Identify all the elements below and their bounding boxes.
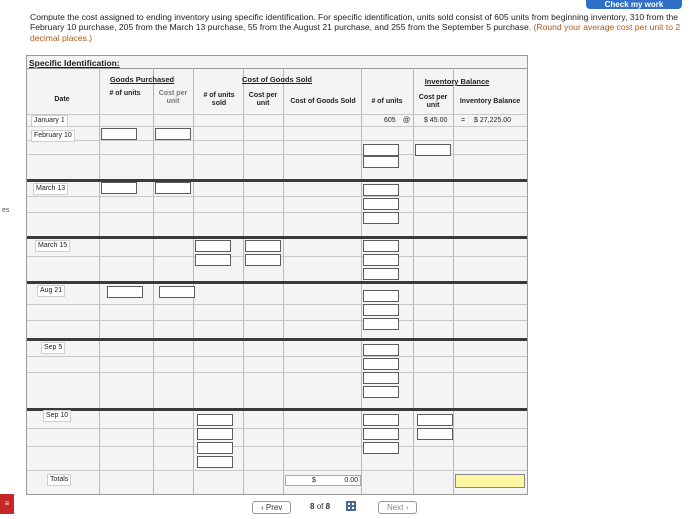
totals-inventory-balance — [455, 474, 525, 488]
specific-identification-sheet — [26, 55, 528, 495]
aug21-units-purchased-input[interactable] — [107, 286, 143, 298]
sep10-inv-units-input-3[interactable] — [363, 442, 399, 454]
feb10-inv-units-input-2[interactable] — [363, 156, 399, 168]
col-cost-per-unit-purchased: Cost per unit — [158, 90, 188, 105]
pagination-footer — [240, 497, 480, 517]
sep10-inv-cost-input[interactable] — [417, 414, 453, 426]
feb10-inv-cost-input[interactable] — [415, 144, 451, 156]
jan1-units: 605 — [384, 117, 396, 124]
row-line — [27, 140, 527, 141]
total-pages: 8 — [325, 502, 331, 511]
row-line — [27, 154, 527, 155]
col-cost-of-goods-sold: Cost of Goods Sold — [290, 98, 356, 105]
row-line — [27, 126, 527, 127]
mar13-units-purchased-input[interactable] — [101, 182, 137, 194]
row-line — [27, 114, 527, 115]
instructions-text: Compute the cost assigned to ending inventory using specific identification. For specific identification, units sold consist of 605 units from beginning inventory, 310 from the February 10 purchase, 205 from the March 13 purchase, 55 from the August 21 purchase, and 255 from the September 5 purchase. — [30, 12, 679, 33]
aug21-inv-units-input-3[interactable] — [363, 318, 399, 330]
left-edge-label: es — [2, 207, 10, 214]
chevron-right-icon: › — [405, 503, 409, 512]
chevron-left-icon: ‹ — [261, 503, 264, 512]
row-label-feb10: February 10 — [31, 130, 75, 142]
row-label-sep5: Sep 5 — [41, 342, 65, 354]
col-cost-per-unit-inventory: Cost per unit — [418, 94, 448, 109]
totals-cogs-value: 0.00 — [344, 477, 358, 484]
group-goods-purchased: Goods Purchased — [109, 75, 175, 84]
current-page: 8 — [310, 502, 315, 511]
col-units-purchased: # of units — [109, 90, 141, 97]
left-red-tab[interactable]: ≡ — [0, 494, 14, 514]
group-separator — [27, 281, 527, 284]
totals-dollar-sign: $ — [312, 477, 316, 484]
group-separator — [27, 338, 527, 341]
group-cost-of-goods-sold: Cost of Goods Sold — [242, 75, 312, 84]
mar13-inv-units-input-3[interactable] — [363, 212, 399, 224]
col-units-inventory: # of units — [371, 98, 403, 105]
aug21-inv-units-input[interactable] — [363, 290, 399, 302]
row-label-totals: Totals — [47, 474, 71, 486]
prev-button[interactable] — [252, 501, 291, 514]
mar15-units-sold-input[interactable] — [195, 240, 231, 252]
sheet-title: Specific Identification: — [29, 58, 120, 68]
row-line — [27, 356, 527, 357]
group-separator — [27, 408, 527, 411]
col-date: Date — [54, 96, 70, 103]
mar13-inv-units-input-2[interactable] — [363, 198, 399, 210]
mar15-inv-units-input-2[interactable] — [363, 254, 399, 266]
jan1-equals: = — [461, 117, 466, 124]
sep10-inv-units-input-2[interactable] — [363, 428, 399, 440]
mar15-cost-sold-input-2[interactable] — [245, 254, 281, 266]
aug21-cost-purchased-input[interactable] — [159, 286, 195, 298]
row-line — [27, 304, 527, 305]
row-line — [27, 196, 527, 197]
next-button[interactable] — [378, 501, 417, 514]
prev-label: Prev — [265, 503, 283, 512]
sep5-inv-units-input[interactable] — [363, 344, 399, 356]
grid-icon[interactable] — [346, 501, 356, 511]
sep10-units-sold-input-4[interactable] — [197, 456, 233, 468]
row-line — [27, 446, 527, 447]
feb10-inv-units-input[interactable] — [363, 144, 399, 156]
row-label-mar15: March 15 — [35, 240, 70, 252]
row-label-jan1: January 1 — [31, 115, 68, 127]
totals-cogs-box — [285, 475, 361, 486]
sep10-inv-cost-input-2[interactable] — [417, 428, 453, 440]
instructions — [30, 12, 690, 43]
mar13-inv-units-input[interactable] — [363, 184, 399, 196]
row-line — [27, 372, 527, 373]
mar15-units-sold-input-2[interactable] — [195, 254, 231, 266]
sep5-inv-units-input-2[interactable] — [363, 358, 399, 370]
feb10-cost-purchased-input[interactable] — [155, 128, 191, 140]
sep10-inv-units-input[interactable] — [363, 414, 399, 426]
row-label-sep10: Sep 10 — [43, 410, 71, 422]
sep10-units-sold-input-2[interactable] — [197, 428, 233, 440]
next-label: Next — [387, 503, 404, 512]
mar15-inv-units-input-3[interactable] — [363, 268, 399, 280]
page-of: of — [316, 502, 324, 511]
col-inventory-balance: Inventory Balance — [459, 98, 521, 105]
row-line — [27, 470, 527, 471]
mar13-cost-purchased-input[interactable] — [155, 182, 191, 194]
aug21-inv-units-input-2[interactable] — [363, 304, 399, 316]
col-units-sold: # of units sold — [203, 92, 235, 107]
row-label-aug21: Aug 21 — [37, 285, 65, 297]
row-line — [27, 320, 527, 321]
sep5-inv-units-input-4[interactable] — [363, 386, 399, 398]
check-my-work-button[interactable]: Check my work — [586, 0, 682, 9]
jan1-at-sign: @ — [403, 117, 411, 124]
feb10-units-purchased-input[interactable] — [101, 128, 137, 140]
group-separator — [27, 236, 527, 239]
row-label-mar13: March 13 — [33, 183, 68, 195]
jan1-cost: $ 45.00 — [424, 117, 448, 124]
sep10-units-sold-input-3[interactable] — [197, 442, 233, 454]
instructions-hint: (Round your average cost per unit to 2 decimal places.) — [30, 22, 681, 43]
row-line — [27, 212, 527, 213]
sep10-units-sold-input[interactable] — [197, 414, 233, 426]
sep5-inv-units-input-3[interactable] — [363, 372, 399, 384]
col-cost-per-unit-sold: Cost per unit — [248, 92, 278, 107]
mar15-cost-sold-input[interactable] — [245, 240, 281, 252]
jan1-balance: $ 27,225.00 — [474, 117, 511, 124]
mar15-inv-units-input[interactable] — [363, 240, 399, 252]
page-indicator — [310, 502, 330, 511]
sheet-header-line — [27, 68, 527, 69]
group-inventory-balance: Inventory Balance — [424, 77, 490, 86]
